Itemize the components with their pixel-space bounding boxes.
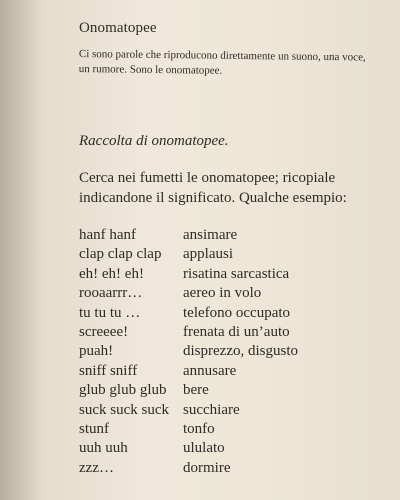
instructions-paragraph: Cerca nei fumetti le onomatopee; ricopiale indicandone il significato. Qualche esempio: — [79, 170, 347, 206]
onomatopoeia-meaning: risatina sarcastica — [183, 265, 290, 282]
list-item — [79, 323, 379, 342]
onomatopoeia-meaning: succhiare — [183, 401, 240, 418]
onomatopoeia-meaning: tonfo — [183, 421, 215, 438]
onomatopoeia-term: screeee! — [79, 324, 129, 341]
onomatopoeia-meaning: annusare — [183, 362, 237, 379]
onomatopoeia-term: clap clap clap — [79, 246, 162, 263]
onomatopoeia-meaning: applausi — [183, 246, 233, 263]
onomatopoeia-list — [79, 226, 379, 478]
list-item — [79, 226, 379, 245]
collection-title: Raccolta di onomatopee. — [79, 133, 229, 149]
onomatopoeia-meaning: telefono occupato — [183, 304, 291, 321]
onomatopoeia-term: glub glub glub — [79, 382, 167, 399]
list-item — [79, 245, 379, 264]
onomatopoeia-term: uuh uuh — [79, 440, 128, 457]
onomatopoeia-meaning: ululato — [183, 440, 225, 457]
onomatopoeia-term: stunf — [79, 421, 109, 438]
list-item — [79, 342, 379, 361]
gutter-shadow — [0, 0, 42, 500]
onomatopoeia-term: suck suck suck — [79, 401, 169, 418]
list-item — [79, 401, 379, 420]
onomatopoeia-term: rooaarrr… — [79, 285, 143, 302]
list-item — [79, 420, 379, 439]
list-item — [79, 284, 379, 303]
section-heading: Onomatopee — [79, 20, 157, 36]
list-item — [79, 459, 379, 478]
onomatopoeia-term: puah! — [79, 343, 114, 360]
onomatopoeia-meaning: disprezzo, disgusto — [183, 343, 298, 360]
onomatopoeia-term: sniff sniff — [79, 362, 138, 379]
onomatopoeia-term: hanf hanf — [79, 227, 137, 243]
page-content — [79, 20, 379, 478]
onomatopoeia-meaning: frenata di un’auto — [183, 324, 290, 341]
onomatopoeia-meaning: bere — [183, 382, 209, 399]
onomatopoeia-term: eh! eh! eh! — [79, 265, 144, 282]
onomatopoeia-term: tu tu tu … — [79, 304, 141, 321]
onomatopoeia-term: zzz… — [79, 459, 114, 476]
onomatopoeia-meaning: dormire — [183, 459, 231, 476]
list-item — [79, 439, 379, 458]
list-item — [79, 265, 379, 284]
list-item — [79, 304, 379, 323]
onomatopoeia-meaning: aereo in volo — [183, 285, 262, 302]
list-item — [79, 381, 379, 400]
list-item — [79, 362, 379, 381]
onomatopoeia-meaning: ansimare — [183, 227, 238, 243]
intro-paragraph: Ci sono parole che riproducono direttamente un suono, una voce, un rumore. Sono le onomatopee. — [78, 47, 366, 77]
